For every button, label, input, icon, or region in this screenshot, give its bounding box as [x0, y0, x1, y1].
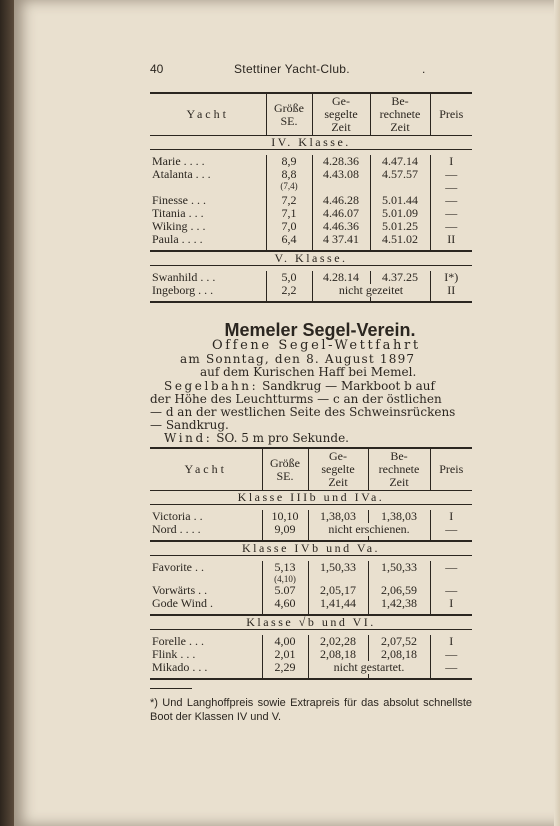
- col-header-sailed-time-line: Zeit: [328, 475, 348, 489]
- col-header-yacht: [150, 93, 266, 136]
- class-label: Klasse IIIb und IVa.: [150, 491, 472, 505]
- size-cell: [266, 168, 312, 194]
- sailed-time: 1,38,03: [308, 510, 368, 523]
- col-header-calculated-time-line: Be-: [390, 449, 408, 463]
- class-end-cell: [430, 674, 472, 679]
- prize-value: I: [449, 154, 454, 168]
- calculated-time: 4.37.25: [370, 271, 430, 284]
- class-end-cell: [308, 674, 368, 679]
- status-note: nicht gezeitet: [312, 284, 430, 297]
- wind-text: SO. 5 m pro Sekunde.: [216, 431, 349, 445]
- col-header-prize: [430, 448, 472, 491]
- course-line-2: der Höhe des Leuchtturms — c an der östlichen: [150, 392, 442, 406]
- calculated-time: 4.47.14: [370, 155, 430, 168]
- calculated-time: 2,07,52: [368, 635, 430, 648]
- class-end-cell: [368, 674, 430, 679]
- table-row: [150, 523, 472, 536]
- table-row: [150, 168, 472, 194]
- stettin-results-table: [150, 92, 472, 303]
- col-header-prize-text: Preis: [439, 107, 464, 121]
- size-value: 9,09: [274, 522, 296, 536]
- size-value: 2,2: [281, 283, 297, 297]
- yacht-name-text: Mikado . . .: [152, 660, 208, 674]
- stettin-table-body: [150, 93, 472, 302]
- prize-value: —: [445, 167, 458, 181]
- prize-value: —: [445, 522, 458, 536]
- col-header-yacht-text: Yacht: [186, 107, 229, 121]
- calculated-time: 5.01.25: [370, 220, 430, 233]
- sailed-time: 2,05,17: [308, 584, 368, 597]
- yacht-name-text: Titania . . .: [152, 206, 204, 220]
- calculated-time: 1,50,33: [368, 561, 430, 584]
- col-header-yacht: [150, 448, 262, 491]
- prize-value: II: [447, 232, 456, 246]
- running-head: Stettiner Yacht-Club.: [234, 62, 350, 76]
- prize-cell: [430, 284, 472, 297]
- size-cell: [262, 523, 308, 536]
- calculated-time: 4.57.57: [370, 168, 430, 194]
- size-value: 4,60: [274, 596, 296, 610]
- size-value: 4,00: [274, 634, 296, 648]
- prize-cell: [430, 561, 472, 584]
- size-cell: [266, 284, 312, 297]
- col-header-sailed-time-line: Zeit: [331, 120, 351, 134]
- book-gutter: [0, 0, 14, 826]
- calculated-time: 2,06,59: [368, 584, 430, 597]
- calculated-time: 4.51.02: [370, 233, 430, 246]
- yacht-name: [150, 168, 266, 194]
- prize-value: —: [445, 583, 458, 597]
- sailed-time: 4 37.41: [312, 233, 370, 246]
- size-value: 2,29: [274, 660, 296, 674]
- sailed-time: 4.46.28: [312, 194, 370, 207]
- size-value: 7,1: [281, 206, 297, 220]
- col-header-sailed-time-line: segelte: [324, 107, 358, 121]
- race-date: am Sonntag, den 8. August 1897: [180, 352, 416, 366]
- size-secondary-value: (7,4): [280, 181, 298, 191]
- yacht-name-text: Vorwärts . .: [152, 583, 208, 597]
- yacht-name-text: Nord . . . .: [152, 522, 201, 536]
- col-header-size: [266, 93, 312, 136]
- class-heading-row: [150, 615, 472, 630]
- club-title: Memeler Segel-Verein.: [224, 320, 416, 340]
- yacht-name-text: Ingeborg . . .: [152, 283, 214, 297]
- calculated-time: 5.01.09: [370, 207, 430, 220]
- yacht-name-text: Victoria . .: [152, 509, 203, 523]
- page-number: 40: [150, 62, 164, 76]
- prize-value: —: [445, 193, 458, 207]
- col-header-calculated-time: [368, 448, 430, 491]
- sailed-time: 1,41,44: [308, 597, 368, 610]
- col-header-calculated-time-line: Zeit: [390, 120, 410, 134]
- prize-value: II: [447, 283, 456, 297]
- size-value: 7,2: [281, 193, 297, 207]
- col-header-size-line: Größe: [270, 455, 300, 470]
- yacht-name: [150, 523, 262, 536]
- table-row: [150, 233, 472, 246]
- course-line-3: — d an der westlichen Seite des Schweinsrückens: [150, 405, 456, 419]
- class-label: Klasse IVb und Va.: [150, 541, 472, 556]
- prize-cell: [430, 168, 472, 194]
- size-cell: [262, 661, 308, 674]
- calculated-time: 1,42,38: [368, 597, 430, 610]
- sailed-time: 4.28.36: [312, 155, 370, 168]
- memel-results-table: [150, 447, 472, 680]
- prize-cell: [430, 233, 472, 246]
- yacht-name-text: Marie . . . .: [152, 154, 205, 168]
- class-heading-row: [150, 541, 472, 556]
- col-header-size-line: Größe: [274, 100, 304, 115]
- calculated-time: 1,38,03: [368, 510, 430, 523]
- size-value: 10,10: [271, 509, 299, 523]
- class-label: Klasse √b und VI.: [150, 615, 472, 630]
- sailed-time: 2,08,18: [308, 648, 368, 661]
- prize-cell: [430, 597, 472, 610]
- size-value: 8,8: [281, 167, 297, 181]
- sailed-time: 4.43.08: [312, 168, 370, 194]
- class-end-cell: [370, 297, 430, 302]
- status-note: nicht erschienen.: [308, 523, 430, 536]
- yacht-name-text: Gode Wind .: [152, 596, 213, 610]
- yacht-name-text: Swanhild . . .: [152, 270, 216, 284]
- size-value: 8,9: [281, 154, 297, 168]
- prize-value: —: [445, 660, 458, 674]
- yacht-name-text: Wiking . . .: [152, 219, 206, 233]
- yacht-name: [150, 284, 266, 297]
- size-value: 5,0: [281, 270, 297, 284]
- course-label: Segelbahn:: [164, 379, 259, 393]
- class-end-row: [150, 674, 472, 679]
- class-heading-row: [150, 251, 472, 266]
- memel-table-body: [150, 448, 472, 679]
- calculated-time: 2,08,18: [368, 648, 430, 661]
- class-end-cell: [266, 297, 312, 302]
- class-heading-row: [150, 136, 472, 150]
- sailed-time: 4.46.36: [312, 220, 370, 233]
- size-cell: [262, 597, 308, 610]
- col-header-sailed-time-line: Ge-: [329, 449, 347, 463]
- class-heading-row: [150, 491, 472, 505]
- prize-value: I: [449, 634, 454, 648]
- class-end-row: [150, 297, 472, 302]
- header-mark: .: [422, 62, 426, 76]
- yacht-name: [150, 561, 262, 584]
- prize-cell: [430, 661, 472, 674]
- col-header-calculated-time-line: rechnete: [379, 107, 421, 121]
- calculated-time: 5.01.44: [370, 194, 430, 207]
- footnote: *) Und Langhoffpreis sowie Extrapreis für das absolut schnellste Boot der Klassen IV und V.: [150, 697, 472, 723]
- col-header-calculated-time-line: rechnete: [378, 462, 420, 476]
- prize-value: I*): [444, 270, 459, 284]
- race-title: Offene Segel-Wettfahrt: [212, 338, 421, 353]
- size-value: 5,13: [274, 560, 296, 574]
- class-label: V. Klasse.: [150, 251, 472, 266]
- class-end-cell: [262, 674, 308, 679]
- race-location: auf dem Kurischen Haff bei Memel.: [200, 365, 417, 379]
- col-header-sailed-time-line: segelte: [321, 462, 355, 476]
- col-header-prize: [430, 93, 472, 136]
- prize-secondary-value: —: [445, 180, 458, 194]
- col-header-sailed-time-line: Ge-: [332, 94, 350, 108]
- size-cell: [266, 233, 312, 246]
- col-header-yacht-text: Yacht: [184, 462, 227, 476]
- size-value: 5.07: [274, 583, 296, 597]
- yacht-name-text: Finesse . . .: [152, 193, 206, 207]
- col-header-sailed-time: [312, 93, 370, 136]
- table-header-row: [150, 448, 472, 491]
- prize-value: —: [445, 647, 458, 661]
- yacht-name: [150, 597, 262, 610]
- course-text-1: Sandkrug — Markboot b auf: [262, 379, 435, 393]
- class-end-cell: [150, 297, 266, 302]
- class-end-cell: [150, 674, 262, 679]
- prize-value: I: [449, 509, 454, 523]
- yacht-name-text: Paula . . . .: [152, 232, 203, 246]
- size-value: 2,01: [274, 647, 296, 661]
- class-end-cell: [312, 297, 370, 302]
- yacht-name: [150, 661, 262, 674]
- table-row: [150, 561, 472, 584]
- col-header-size: [262, 448, 308, 491]
- prize-cell: [430, 523, 472, 536]
- col-header-sailed-time: [308, 448, 368, 491]
- sailed-time: 2,02,28: [308, 635, 368, 648]
- size-cell: [262, 561, 308, 584]
- col-header-size-line: SE.: [280, 113, 298, 128]
- col-header-calculated-time: [370, 93, 430, 136]
- class-label: IV. Klasse.: [150, 136, 472, 150]
- col-header-calculated-time-line: Be-: [391, 94, 409, 108]
- size-value: 6,4: [281, 232, 297, 246]
- page-edge: [554, 0, 560, 826]
- yacht-name-text: Atalanta . . .: [152, 167, 211, 181]
- wind-line: [164, 432, 349, 445]
- col-header-calculated-time-line: Zeit: [389, 475, 409, 489]
- prize-value: —: [445, 206, 458, 220]
- sailed-time: 4.28.14: [312, 271, 370, 284]
- col-header-prize-text: Preis: [439, 462, 464, 476]
- prize-value: —: [445, 219, 458, 233]
- table-row: [150, 284, 472, 297]
- course-line-4: — Sandkrug.: [150, 418, 229, 432]
- class-end-cell: [430, 297, 472, 302]
- sailed-time: 1,50,33: [308, 561, 368, 584]
- footnote-rule: [150, 688, 192, 689]
- table-row: [150, 597, 472, 610]
- sailed-time: 4.46.07: [312, 207, 370, 220]
- yacht-name-text: Favorite . .: [152, 560, 204, 574]
- size-value: 7,0: [281, 219, 297, 233]
- col-header-size-line: SE.: [276, 468, 294, 483]
- prize-value: —: [445, 560, 458, 574]
- wind-label: Wind:: [164, 431, 213, 445]
- table-header-row: [150, 93, 472, 136]
- prize-value: I: [449, 596, 454, 610]
- yacht-name: [150, 233, 266, 246]
- status-note: nicht gestartet.: [308, 661, 430, 674]
- yacht-name-text: Flink . . .: [152, 647, 196, 661]
- size-secondary-value: (4,10): [274, 574, 296, 584]
- yacht-name-text: Forelle . . .: [152, 634, 204, 648]
- table-row: [150, 635, 472, 648]
- table-row: [150, 661, 472, 674]
